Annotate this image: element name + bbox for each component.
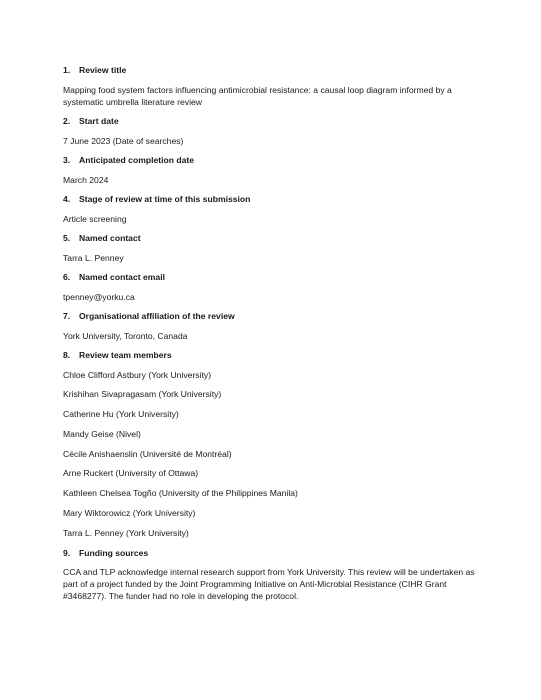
- team-member: Arne Ruckert (University of Ottawa): [63, 468, 199, 479]
- section-team-members: [63, 349, 481, 539]
- section-contact-email: [63, 271, 481, 303]
- section-heading: [63, 310, 481, 322]
- team-member: Kathleen Chelsea Togño (University of the Philippines Manila): [63, 488, 298, 499]
- section-title: Review title: [79, 65, 127, 75]
- section-heading: [63, 547, 481, 559]
- document-content: [63, 64, 481, 610]
- section-number: 9.: [63, 547, 71, 558]
- section-text: 7 June 2023 (Date of searches): [63, 135, 184, 146]
- section-completion-date: [63, 154, 481, 186]
- team-member: Cécile Anishaenslin (Université de Montréal): [63, 448, 232, 459]
- section-named-contact: [63, 232, 481, 264]
- section-text: Tarra L. Penney: [63, 252, 124, 263]
- team-member: Catherine Hu (York University): [63, 409, 179, 420]
- team-member: Tarra L. Penney (York University): [63, 527, 189, 538]
- section-title: Named contact email: [79, 272, 165, 282]
- section-heading: [63, 349, 481, 361]
- section-number: 2.: [63, 116, 71, 126]
- team-member: Mandy Geise (Nivel): [63, 428, 141, 439]
- section-number: 3.: [63, 155, 71, 165]
- section-affiliation: [63, 310, 481, 342]
- team-member: Mary Wiktorowicz (York University): [63, 508, 196, 519]
- section-start-date: [63, 115, 481, 147]
- section-heading: [63, 115, 481, 127]
- section-title: Start date: [79, 116, 119, 126]
- section-heading: [63, 64, 481, 76]
- section-title: Named contact: [79, 233, 141, 243]
- section-number: 4.: [63, 194, 71, 204]
- team-member: Krishihan Sivapragasam (York University): [63, 389, 222, 400]
- section-number: 6.: [63, 272, 71, 282]
- section-number: 7.: [63, 311, 71, 321]
- section-text: Article screening: [63, 213, 127, 224]
- section-title: Anticipated completion date: [79, 155, 195, 165]
- section-text: York University, Toronto, Canada: [63, 330, 188, 341]
- section-title: Review team members: [79, 350, 172, 360]
- section-review-title: [63, 64, 481, 108]
- section-heading: [63, 271, 481, 283]
- section-title: Organisational affiliation of the review: [79, 311, 235, 321]
- section-heading: [63, 232, 481, 244]
- section-funding-sources: [63, 547, 481, 603]
- section-title: Funding sources: [79, 547, 149, 558]
- section-text: CCA and TLP acknowledge internal research support from York University. This review will be undertaken as part of a project funded by the Joint Programming Initiative on Anti-Microbial Resistance (CIHR Grant #3468277). The funder had no role in developing the protocol.: [63, 567, 475, 602]
- section-text: tpenney@yorku.ca: [63, 291, 135, 302]
- section-heading: [63, 154, 481, 166]
- section-stage-of-review: [63, 193, 481, 225]
- section-number: 5.: [63, 233, 71, 243]
- section-title: Stage of review at time of this submission: [79, 194, 251, 204]
- section-heading: [63, 193, 481, 205]
- section-text: Mapping food system factors influencing antimicrobial resistance: a causal loop diagram informed by a systematic umbrella literature review: [63, 84, 452, 107]
- section-text: March 2024: [63, 174, 109, 185]
- section-number: 1.: [63, 65, 71, 75]
- team-member: Chloe Clifford Astbury (York University): [63, 369, 212, 380]
- section-number: 8.: [63, 350, 71, 360]
